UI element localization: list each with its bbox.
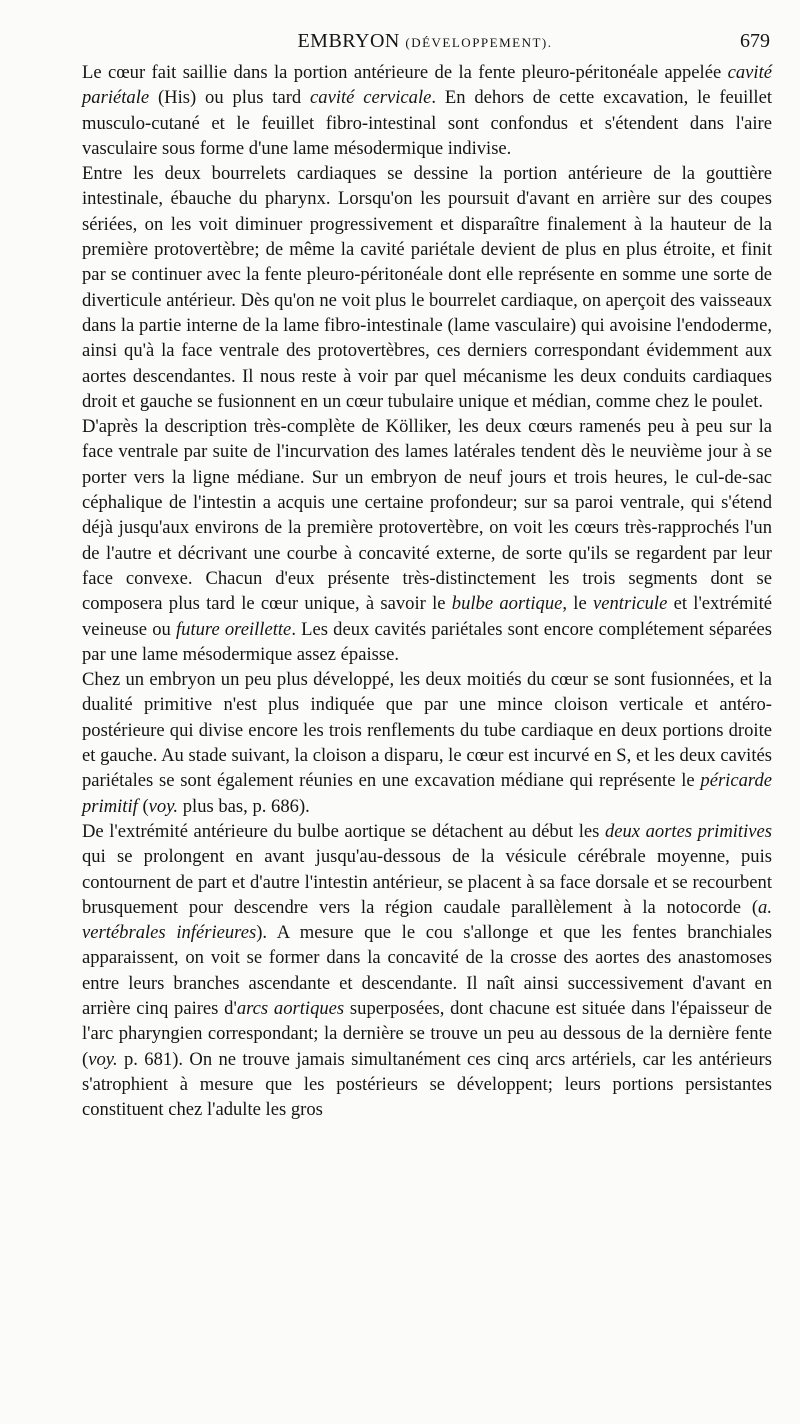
italic-run: ventricule bbox=[592, 593, 668, 615]
text-run: p. 681). On ne trouve jamais simultanément ces cinq arcs artériels, car les antérieurs s'atrophient à mesure que les postérieurs se développent; leurs portions persistantes constituent chez l'adulte les gros bbox=[82, 1048, 772, 1121]
italic-run: arcs aortiques bbox=[236, 997, 345, 1019]
text-run: plus bas, p. 686). bbox=[178, 795, 310, 817]
italic-run: future oreillette bbox=[175, 618, 292, 640]
italic-run: cavité cervicale bbox=[310, 87, 432, 109]
italic-run: a. vertébrales inférieures bbox=[82, 896, 772, 944]
italic-run: voy. bbox=[88, 1048, 118, 1070]
paragraph bbox=[82, 161, 772, 414]
page-number: 679 bbox=[740, 30, 770, 52]
text-run: ). A mesure que le cou s'allonge et que les fentes branchiales apparaissent, on voit se former dans la concavité de la crosse des aortes des anastomoses entre leurs branches ascendante et descendante. Il naît ainsi successivement d'avant en arrière cinq paires d' bbox=[82, 922, 772, 1019]
paragraph bbox=[82, 60, 772, 161]
text-run: Chez un embryon un peu plus développé, les deux moitiés du cœur se sont fusionnées, et la dualité primitive n'est plus indiquée que par une mince cloison verticale et antéro-postérieure qui divise encore les trois renflements du tube cardiaque en deux portions droite et gauche. Au stade suivant, la cloison a disparu, le cœur est incurvé en S, et les deux cavités pariétales se sont également réunies en une excavation médiane qui représente le bbox=[82, 669, 772, 792]
text-run: superposées, dont chacune est située dans l'épaisseur de l'arc pharyngien correspondant; la dernière se trouve un peu au dessous de la dernière fente ( bbox=[82, 997, 772, 1070]
running-title-main: EMBRYON bbox=[297, 30, 400, 52]
body-text bbox=[82, 60, 772, 1122]
text-run: et l'extrémité veineuse ou bbox=[82, 593, 772, 640]
italic-run: voy. bbox=[148, 795, 179, 817]
text-run: . En dehors de cette excavation, le feuillet musculo-cutané et le feuillet fibro-intestinal sont confondus et s'étendent dans l'aire vasculaire sous forme d'une lame mésodermique indivise. bbox=[82, 87, 773, 159]
text-run: qui se prolongent en avant jusqu'au-dessous de la vésicule cérébrale moyenne, puis contournent de part et d'autre l'intestin antérieur, se placent à sa face dorsale et se recourbent brusquement pour descendre vers la région caudale parallèlement à la notocorde ( bbox=[82, 846, 772, 918]
italic-run: péricarde primitif bbox=[82, 770, 772, 817]
text-run: (His) ou plus tard bbox=[149, 87, 311, 109]
paragraph bbox=[82, 414, 772, 667]
italic-run: deux aortes primitives bbox=[604, 820, 773, 842]
paragraph bbox=[82, 819, 772, 1123]
running-title-subtitle: (DÉVELOPPEMENT). bbox=[405, 35, 553, 50]
text-run: Le cœur fait saillie dans la portion antérieure de la fente pleuro-péritonéale appelée bbox=[82, 62, 728, 83]
page-header bbox=[80, 30, 770, 56]
running-title bbox=[80, 30, 770, 53]
text-run: D'après la description très-complète de Kölliker, les deux cœurs ramenés peu à peu sur la face ventrale par suite de l'incurvation des lames latérales tendent dès le neuvième jour à se porter vers la ligne médiane. Sur un embryon de neuf jours et trois heures, le cul-de-sac céphalique de l'intestin a acquis une certaine profondeur; sur sa paroi ventrale, qui s'étend déjà jusqu'aux environs de la première protovertèbre, on voit les cœurs très-rapprochés l'un de l'autre et décrivant une courbe à concavité externe, de sorte qu'ils se regardent par leur face convexe. Chacun d'eux présente très-distinctement les trois segments dont se composera plus tard le cœur unique, à savoir le bbox=[82, 416, 772, 615]
text-run: ( bbox=[137, 795, 149, 817]
text-run: . Les deux cavités pariétales sont encore complétement séparées par une lame mésodermique assez épaisse. bbox=[82, 618, 772, 665]
italic-run: bulbe aortique bbox=[451, 593, 563, 615]
text-run: Entre les deux bourrelets cardiaques se dessine la portion antérieure de la gouttière intestinale, ébauche du pharynx. Lorsqu'on les poursuit d'avant en arrière sur des coupes sériées, on les voit diminuer progressivement et disparaître finalement à la hauteur de la première protovertèbre; de même la cavité pariétale devient de plus en plus étroite, et finit par se continuer avec la fente pleuro-péritonéale dont elle représente en somme une sorte de diverticule antérieur. Dès qu'on ne voit plus le bourrelet cardiaque, on aperçoit des vaisseaux dans la partie interne de la lame fibro-intestinale (lame vasculaire) qui avoisine l'endoderme, ainsi qu'à la face ventrale des protovertèbres, ces derniers correspondant évidemment aux aortes descendantes. Il nous reste à voir par quel mécanisme les deux conduits cardiaques droit et gauche se fusionnent en un cœur tubulaire unique et médian, comme chez le poulet. bbox=[82, 163, 772, 412]
italic-run: cavité pariétale bbox=[82, 62, 772, 109]
paragraph bbox=[82, 667, 772, 819]
text-run: De l'extrémité antérieure du bulbe aortique se détachent au début les bbox=[82, 820, 605, 842]
text-run: , le bbox=[562, 593, 593, 615]
